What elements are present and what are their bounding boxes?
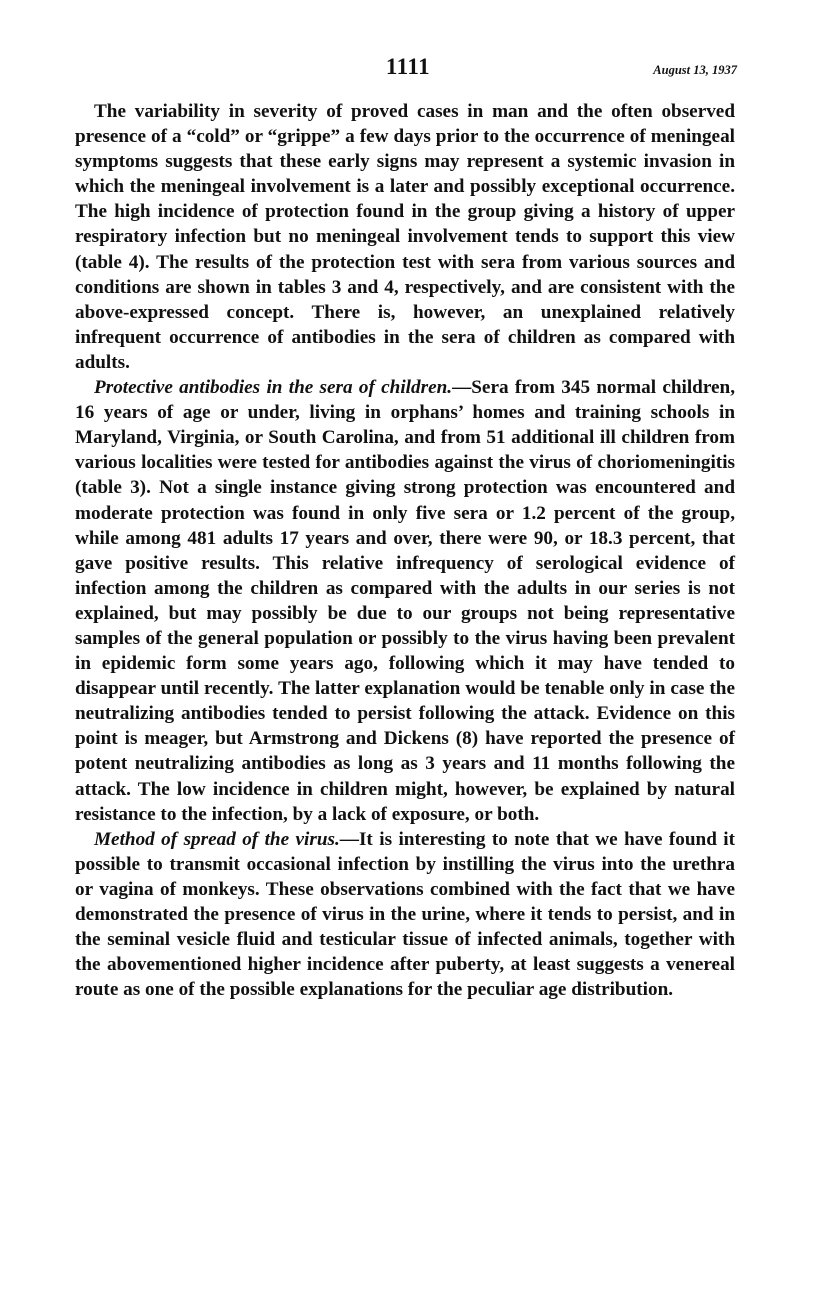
paragraph-text: —It is interesting to note that we have found it possible to transmit occasional infection by instilling the virus into the urethra or vagina of monkeys. These observations combined with the fact that we have demonstrated the presence of virus in the urine, where it tends to persist, and in the seminal vesicle fluid and testicular tissue of infected animals, together with the abovementioned higher incidence after puberty, at least suggests a venereal route as one of the possible explanations for the peculiar age distribution. xyxy=(75,828,735,1001)
publication-date: August 13, 1937 xyxy=(653,63,737,77)
paragraph-text: —Sera from 345 normal children, 16 years of age or under, living in orphans’ homes and training schools in Maryland, Virginia, or South Carolina, and from 51 additional ill children from various localities were tested for antibodies against the virus of choriomeningitis (table 3). Not a single instance giving strong protection was encountered and moderate protection was found in only five sera or 1.2 percent of the group, while among 481 adults 17 years and over, there were 90, or 18.3 percent, that gave positive results. This relative infrequency of serological evidence of infection among the children as compared with the adults in our series is not explained, but may possibly be due to our groups not being representative samples of the general population or possibly to the virus having been prevalent in epidemic form some years ago, following which it may have tended to disappear until recently. The latter explanation would be tenable only in case the neutralizing antibodies tended to persist following the attack. Evidence on this point is meager, but Armstrong and Dickens (8) have reported the presence of potent neutralizing antibodies as long as 3 years and 11 months following the attack. The low incidence in children might, however, be explained by natural resistance to the infection, by a lack of exposure, or both. xyxy=(75,377,735,825)
paragraph-text: The variability in severity of proved cases in man and the often observed presence of a “cold” or “grippe” a few days prior to the occurrence of meningeal symptoms suggests that these early signs may represent a systemic invasion in which the meningeal involvement is a later and possibly exceptional occurrence. The high incidence of protection found in the group giving a history of upper respiratory infection but no meningeal involvement tends to support this view (table 4). The results of the protection test with sera from various sources and conditions are shown in tables 3 and 4, respectively, and are consistent with the above-expressed concept. There is, however, an unexplained relatively infrequent occurrence of antibodies in the sera of children as compared with adults. xyxy=(75,101,735,373)
page-number: 1111 xyxy=(385,54,431,79)
paragraph-heading: Method of spread of the virus. xyxy=(94,828,340,850)
paragraph-protective-antibodies xyxy=(75,375,735,827)
paragraph-variability xyxy=(75,99,735,375)
paragraph-method-of-spread xyxy=(75,827,735,1003)
body-text xyxy=(75,99,735,1002)
paragraph-heading: Protective antibodies in the sera of children. xyxy=(94,377,453,399)
